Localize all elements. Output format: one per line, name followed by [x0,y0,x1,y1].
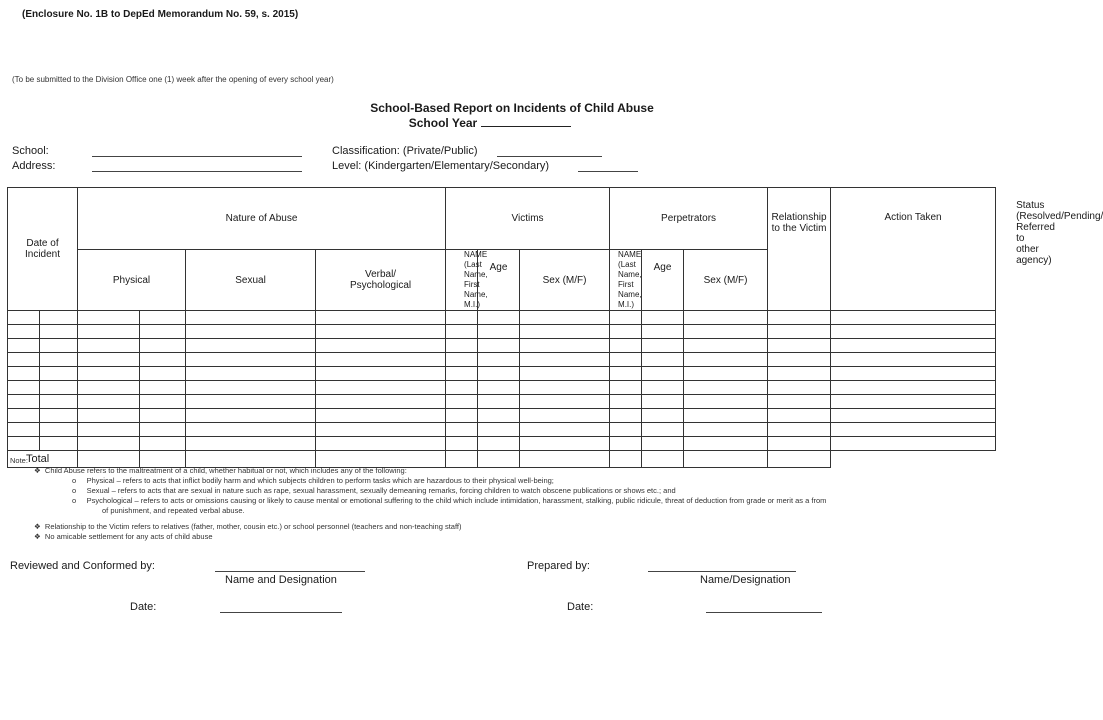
level-blank[interactable] [578,171,638,172]
prepared-label: Prepared by: [527,560,590,572]
sexual-header: Sexual [186,250,316,311]
enclosure-label: (Enclosure No. 1B to DepEd Memorandum No. 59, s. 2015) [22,9,299,20]
classification-label: Classification: (Private/Public) [332,145,478,157]
school-year-label: School Year [408,116,478,130]
table-row [8,409,996,423]
note-amicable: No amicable settlement for any acts of child abuse [44,532,213,541]
bullet-icon: ❖ [34,466,41,475]
physical-header: Physical [78,250,186,311]
victim-age-header: Age [478,250,520,311]
perp-name-header: NAME (Last Name, First Name, M.I.) [610,250,642,311]
circle-bullet-icon: o [72,486,77,495]
table-row [8,311,996,325]
table-row [8,339,996,353]
note-relationship: Relationship to the Victim refers to relatives (father, mother, cousin etc.) or school personnel (teachers and non-teaching staff) [44,522,462,531]
school-year-blank[interactable] [481,116,571,127]
notes-section [10,456,980,542]
verbal-header: Verbal/ Psychological [316,250,446,311]
reviewer-name-designation: Name and Designation [225,574,337,586]
perp-sex-header: Sex (M/F) [684,250,768,311]
school-label: School: [12,145,49,157]
note-psychological-cont: of punishment, and repeated verbal abuse. [102,506,245,515]
action-taken-header: Action Taken [831,188,996,311]
preparer-name-designation: Name/Designation [700,574,791,586]
note-psychological: Psychological – refers to acts or omissions causing or likely to cause mental or emotional suffering to the child which include intimidation, harassment, stalking, public ridicule, threat of deduction from grade or merit as a from [86,496,827,505]
note-child-abuse: Child Abuse refers to the maltreatment of a child, whether habitual or not, which includes any of the following: [44,466,407,475]
table-row [8,423,996,437]
circle-bullet-icon: o [72,476,77,485]
table-row [8,395,996,409]
table-row [8,381,996,395]
table-row [8,325,996,339]
relationship-header: Relationship to the Victim [768,188,831,311]
form-title: School-Based Report on Incidents of Child Abuse [370,101,654,115]
incident-table: Date of Incident Nature of Abuse Victims Perpetrators Relationship to the Victim Action Taken Status (Resolved/Pending/ Referred to other agency) Physical Sexual Verbal/ Psychological NAME (Last Name, First Name, M.I.) Age Sex (M/F) NAME (Last Name, First Name, M.I.) Age Sex (M/F) Total [7,187,996,468]
reviewer-signature-line[interactable] [215,571,365,572]
victim-name-header: NAME (Last Name, First Name, M.I.) [446,250,478,311]
perp-age-header: Age [642,250,684,311]
bullet-icon: ❖ [34,522,41,531]
table-row [8,437,996,451]
level-label: Level: (Kindergarten/Elementary/Secondary) [332,160,550,172]
victim-sex-header: Sex (M/F) [520,250,610,311]
school-year-row [0,116,980,130]
classification-blank[interactable] [497,156,602,157]
note-sexual: Sexual – refers to acts that are sexual in nature such as rape, sexual harassment, sexually demeaning remarks, forcing children to watch obscene publications or shows etc.; and [86,486,676,495]
date-of-incident-header: Date of Incident [8,188,78,311]
school-blank[interactable] [92,156,302,157]
victims-header: Victims [446,188,610,250]
preparer-date-label: Date: [567,601,594,613]
table-row [8,353,996,367]
notes-heading: Note: [10,456,28,465]
table-row [8,367,996,381]
total-label: Total [8,451,78,468]
reviewer-date-line[interactable] [220,612,342,613]
perpetrators-header: Perpetrators [610,188,768,250]
bullet-icon: ❖ [34,532,41,541]
circle-bullet-icon: o [72,496,77,505]
reviewer-date-label: Date: [130,601,157,613]
nature-of-abuse-header: Nature of Abuse [78,188,446,250]
preparer-signature-line[interactable] [648,571,796,572]
note-physical: Physical – refers to acts that inflict bodily harm and which subjects children to perform tasks which are hazardous to their physical well-being; [86,476,554,485]
reviewed-label: Reviewed and Conformed by: [10,560,155,572]
preparer-date-line[interactable] [706,612,822,613]
address-label: Address: [12,160,56,172]
submission-note: (To be submitted to the Division Office one (1) week after the opening of every school year) [12,75,334,84]
address-blank[interactable] [92,171,302,172]
